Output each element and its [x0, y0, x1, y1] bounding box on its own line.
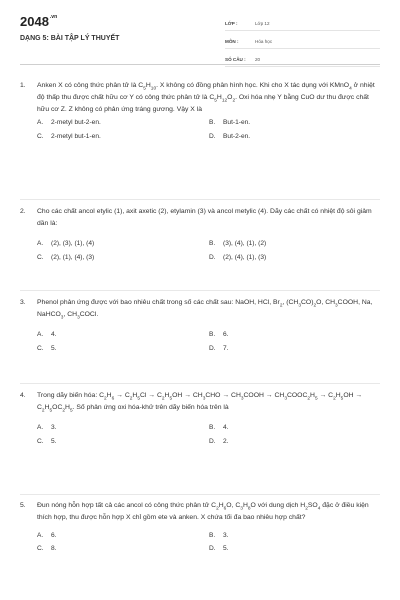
option-letter: C.	[37, 438, 44, 445]
question-text	[20, 206, 380, 230]
option-letter: A.	[37, 532, 44, 539]
answer-options	[20, 532, 380, 552]
question-text	[20, 500, 380, 524]
option-text: But-1-en.	[223, 119, 251, 126]
answer-options	[20, 424, 380, 445]
meta-label: LỚP :	[225, 20, 238, 26]
option-letter: A.	[37, 331, 44, 338]
option-a[interactable]	[37, 119, 209, 126]
option-letter: B.	[209, 424, 216, 431]
option-text: 4.	[51, 331, 57, 338]
option-d[interactable]	[209, 133, 369, 140]
option-d[interactable]	[209, 345, 369, 352]
option-letter: B.	[209, 119, 216, 126]
option-text: 3.	[51, 424, 57, 431]
question-divider	[20, 383, 380, 384]
option-text: 3.	[223, 532, 229, 539]
question-1	[20, 80, 380, 140]
option-a[interactable]	[37, 532, 209, 539]
option-letter: B.	[209, 331, 216, 338]
option-text: (2), (3), (1), (4)	[51, 240, 95, 247]
option-text: 4.	[223, 424, 229, 431]
meta-info	[225, 16, 380, 70]
option-c[interactable]	[37, 545, 209, 552]
header-divider	[20, 64, 380, 65]
question-body: Cho các chất ancol etylic (1), axit axetic (2), etylamin (3) và ancol metylic (4). Dãy các chất có nhiệt độ sôi giảm dần là:	[37, 208, 372, 227]
option-text: 6.	[51, 532, 57, 539]
question-5	[20, 500, 380, 552]
answer-options	[20, 240, 380, 261]
question-2	[20, 206, 380, 261]
question-3	[20, 297, 380, 352]
option-text: But-2-en.	[223, 133, 251, 140]
option-c[interactable]	[37, 133, 209, 140]
meta-value: 20	[255, 56, 261, 62]
option-b[interactable]	[209, 119, 369, 126]
option-text: 2-metyl but-2-en.	[51, 119, 101, 126]
option-letter: D.	[209, 254, 216, 261]
meta-value: Lớp 12	[255, 20, 270, 26]
question-body: Phenol phản ứng được với bao nhiêu chất trong số các chất sau: NaOH, HCl, $Br_2$, $(CH_3CO)_2O$, $CH_3COOH$, Na, NaHCO$_3$, $CH_3COCl$.	[37, 299, 373, 321]
option-text: (2), (1), (4), (3)	[51, 254, 95, 261]
option-text: (2), (4), (1), (3)	[223, 254, 267, 261]
question-divider	[20, 494, 380, 495]
option-letter: D.	[209, 133, 216, 140]
option-text: 2-metyl but-1-en.	[51, 133, 101, 140]
option-letter: B.	[209, 240, 216, 247]
option-letter: D.	[209, 545, 216, 552]
answer-options	[20, 119, 380, 140]
option-b[interactable]	[209, 424, 369, 431]
option-text: 7.	[223, 345, 229, 352]
option-letter: C.	[37, 345, 44, 352]
option-b[interactable]	[209, 331, 369, 338]
option-letter: A.	[37, 240, 44, 247]
option-text: 2.	[223, 438, 229, 445]
question-body: Anken X có công thức phân tử là $C_5H_{10}$. X không có đồng phân hình học. Khi cho X tác dụng với KMnO$_4$ ở nhiệt độ thấp thu được chất hữu cơ Y có công thức phân tử là $C_5H_{12}O_2$. Oxi hóa nhẹ Y bằng CuO dư thu được chất hữu cơ Z. Z không có phản ứng tráng gương. Vậy X là	[37, 82, 375, 113]
option-letter: C.	[37, 133, 44, 140]
option-a[interactable]	[37, 240, 209, 247]
option-b[interactable]	[209, 240, 369, 247]
option-letter: A.	[37, 119, 44, 126]
option-text: (3), (4), (1), (2)	[223, 240, 267, 247]
option-a[interactable]	[37, 424, 209, 431]
meta-label: SỐ CÂU :	[225, 56, 246, 62]
meta-row-class	[225, 16, 380, 31]
option-text: 5.	[223, 545, 229, 552]
option-text: 5.	[51, 345, 57, 352]
option-letter: B.	[209, 532, 216, 539]
option-c[interactable]	[37, 254, 209, 261]
meta-row-subject	[225, 34, 380, 49]
option-c[interactable]	[37, 345, 209, 352]
option-text: 8.	[51, 545, 57, 552]
question-text	[20, 390, 380, 414]
logo-domain: .vn	[49, 14, 58, 20]
option-b[interactable]	[209, 532, 369, 539]
option-d[interactable]	[209, 438, 369, 445]
question-number: 2.	[20, 208, 26, 215]
option-c[interactable]	[37, 438, 209, 445]
question-number: 5.	[20, 502, 26, 509]
logo-text: 2048	[20, 14, 49, 29]
question-body: Đun nóng hỗn hợp tất cả các ancol có công thức phân tử $C_2H_6O$, $C_3H_8O$ với dung dịch $H_2SO_4$ đặc ở điều kiện thích hợp, thu được hỗn hợp X chỉ gồm ete và anken. X chứa tối đa bao nhiêu hợp chất?	[37, 502, 369, 521]
option-letter: A.	[37, 424, 44, 431]
question-text	[20, 80, 380, 116]
option-letter: C.	[37, 545, 44, 552]
option-letter: C.	[37, 254, 44, 261]
question-divider	[20, 290, 380, 291]
question-number: 4.	[20, 392, 26, 399]
option-letter: D.	[209, 345, 216, 352]
question-number: 3.	[20, 299, 26, 306]
option-d[interactable]	[209, 254, 369, 261]
logo	[20, 14, 57, 29]
question-number: 1.	[20, 82, 26, 89]
option-letter: D.	[209, 438, 216, 445]
question-4	[20, 390, 380, 445]
option-a[interactable]	[37, 331, 209, 338]
option-text: 5.	[51, 438, 57, 445]
meta-value: Hóa học	[255, 38, 273, 44]
meta-label: MÔN :	[225, 38, 239, 44]
option-text: 6.	[223, 331, 229, 338]
answer-options	[20, 331, 380, 352]
worksheet-title: DẠNG 5: BÀI TẬP LÝ THUYẾT	[20, 35, 120, 42]
question-divider	[20, 199, 380, 200]
question-body: Trong dãy biến hóa: $C_2H_6 \to C_2H_5Cl \to C_2H_5OH \to CH_3CHO$ → $CH_3COOH$ → $CH_3COOC_2H_5 \to C_2H_5OH \to C_2H_5OC_2H_5$. Số phản ứng oxi hóa-khử trên dãy biến hóa trên là	[37, 392, 363, 414]
option-d[interactable]	[209, 545, 369, 552]
question-text	[20, 297, 380, 321]
